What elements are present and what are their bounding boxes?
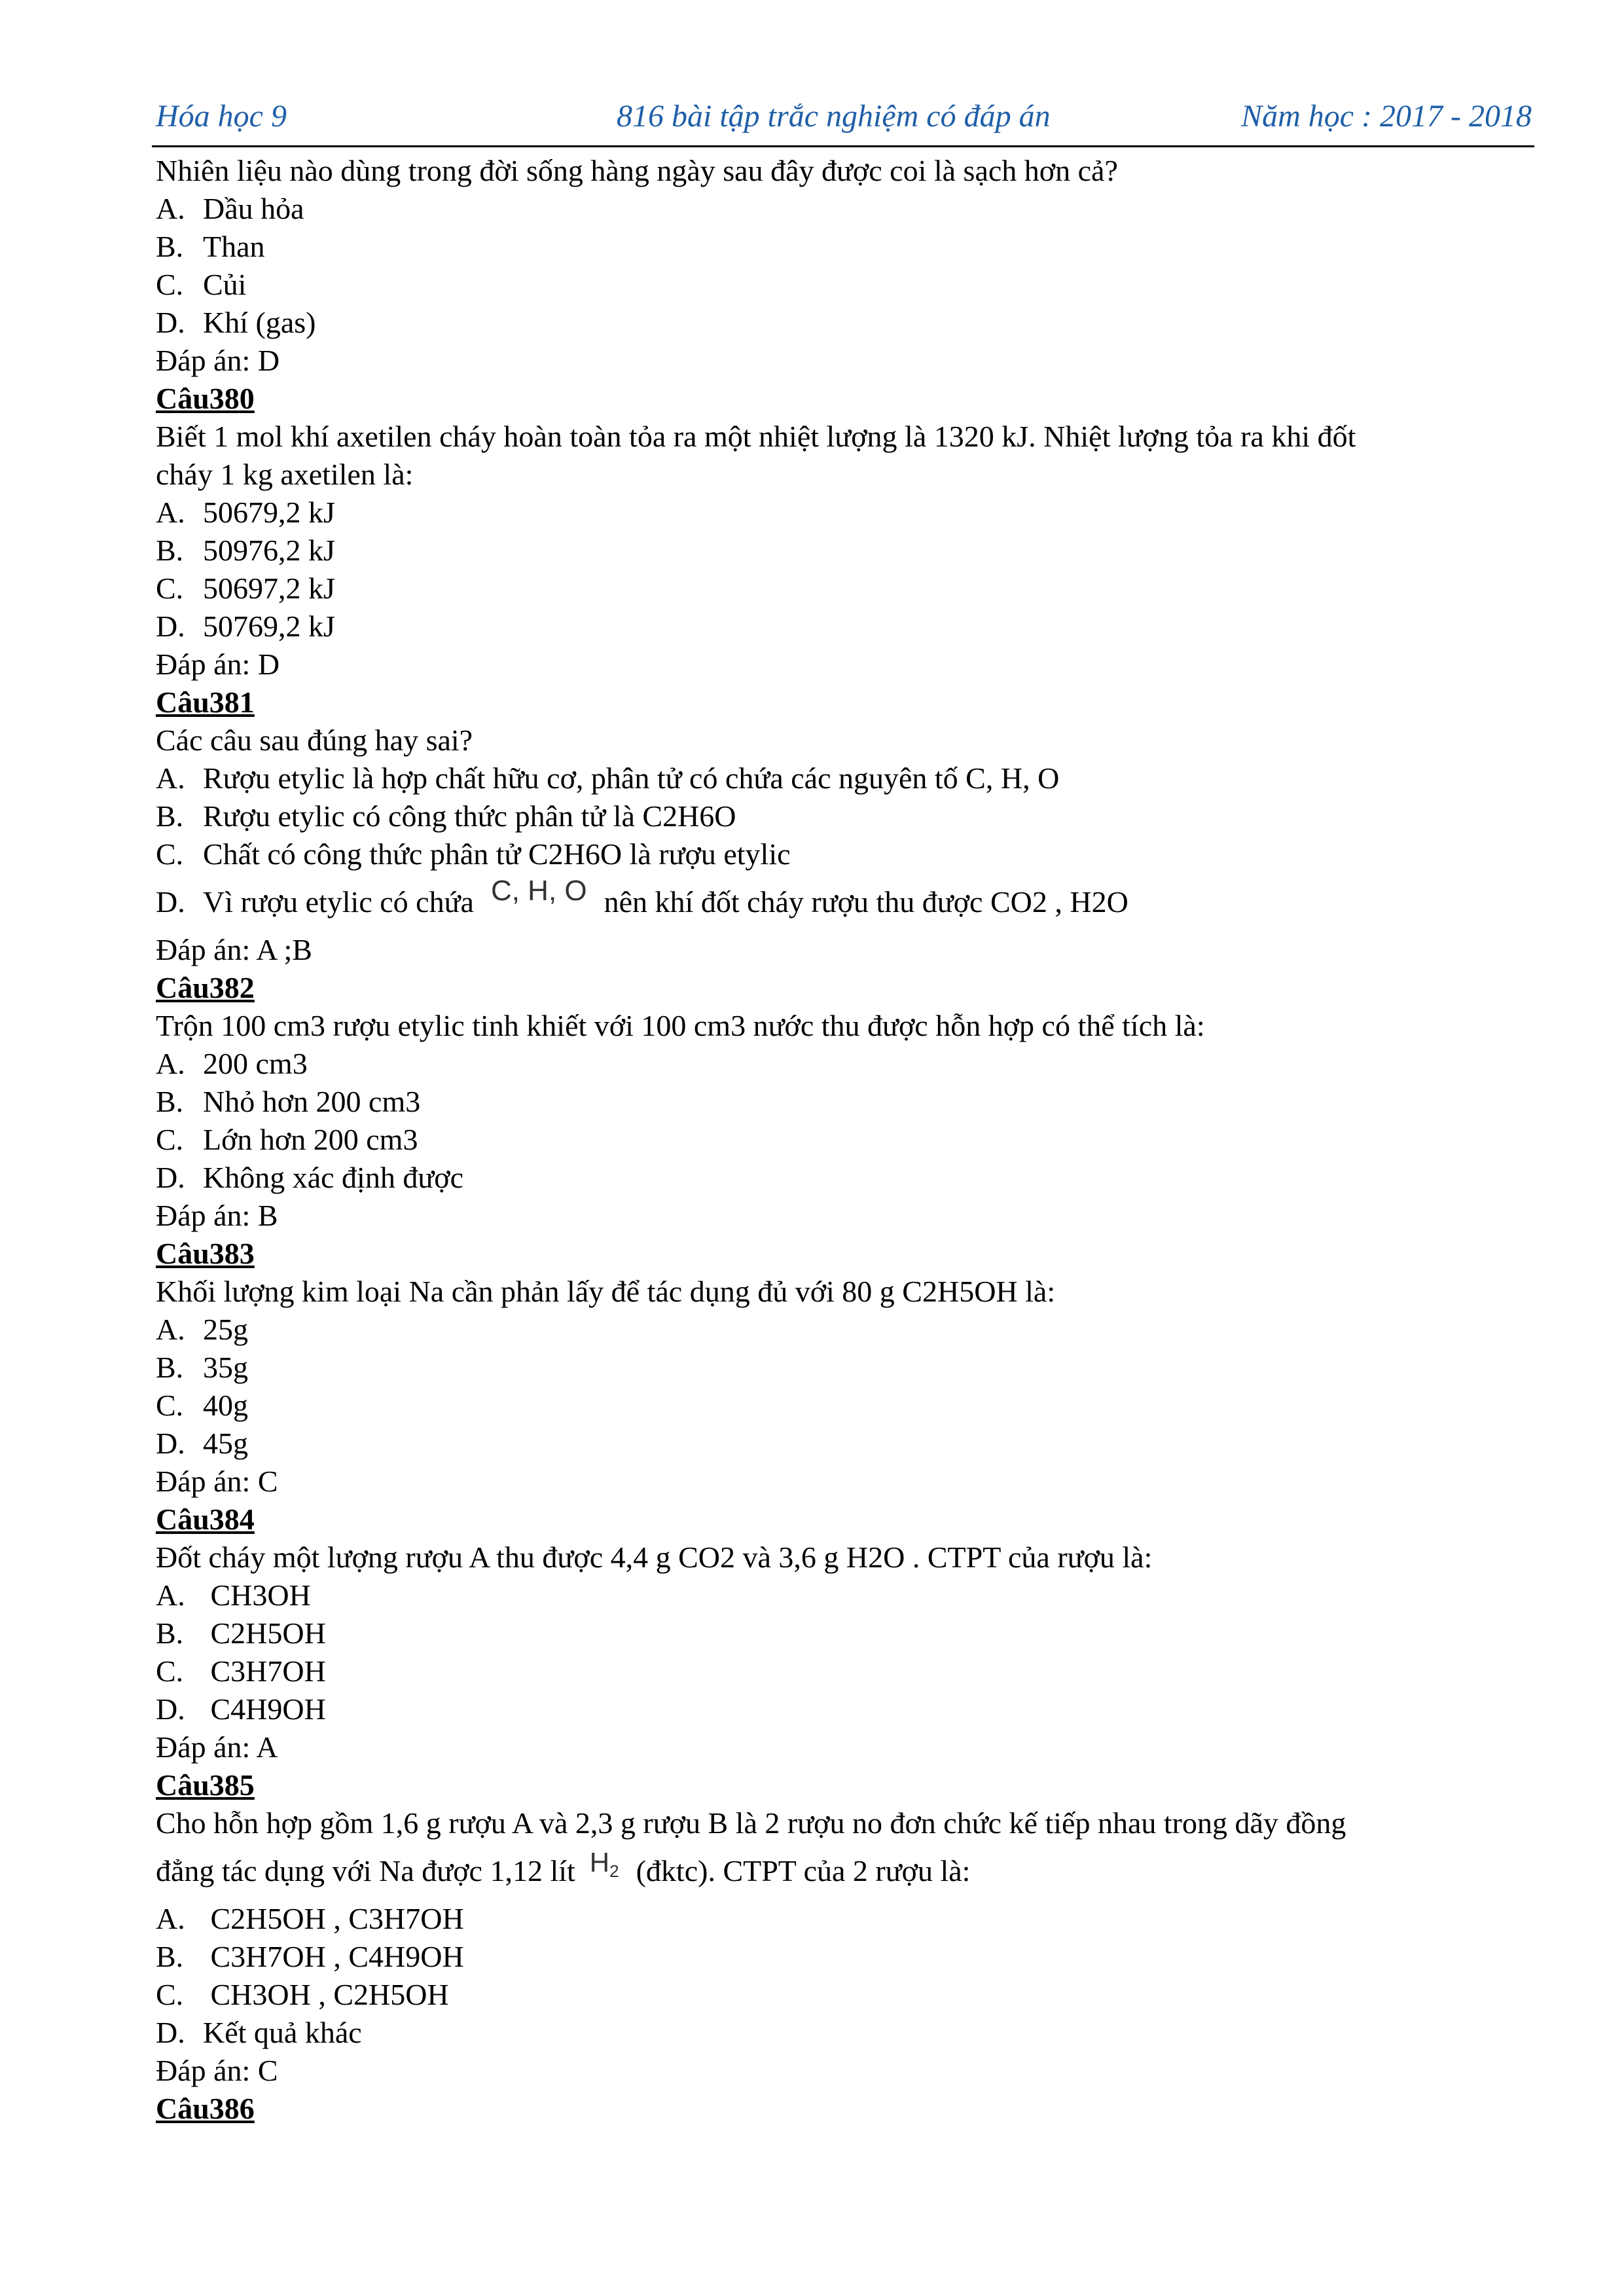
option-a: A. CH3OH [156,1578,311,1612]
answer: Đáp án: D [156,647,280,681]
option-d: D. 45g [156,1427,248,1460]
option-c: C. Củi [156,268,247,301]
header-book-title: 816 bài tập trắc nghiệm có đáp án [617,99,1051,134]
option-a: A. C2H5OH , C3H7OH [156,1902,464,1935]
answer: Đáp án: D [156,344,280,377]
option-b: B. 35g [156,1351,248,1384]
question-text: Trộn 100 cm3 rượu etylic tinh khiết với 100 cm3 nước thu được hỗn hợp có thể tích là: [156,1009,1205,1042]
option-d: D. 50769,2 kJ [156,610,335,643]
option-b: B. C3H7OH , C4H9OH [156,1940,464,1973]
answer: Đáp án: C [156,2054,278,2087]
answer: Đáp án: A ;B [156,933,312,966]
question-title-380: Câu380 [156,382,255,415]
option-a: A. 50679,2 kJ [156,496,335,529]
page-header [152,93,1534,147]
answer: Đáp án: C [156,1465,278,1498]
question-text: Cho hỗn hợp gồm 1,6 g rượu A và 2,3 g rượu B là 2 rượu no đơn chức kế tiếp nhau trong dãy đồng [156,1806,1346,1840]
option-b: B. C2H5OH [156,1616,326,1650]
question-title-381: Câu381 [156,685,255,719]
option-d: D. C4H9OH [156,1692,326,1726]
header-school-year: Năm học : 2017 - 2018 [1241,99,1532,134]
question-text: Nhiên liệu nào dùng trong đời sống hàng ngày sau đây được coi là sạch hơn cả? [156,154,1118,187]
option-c: C. C3H7OH [156,1654,326,1688]
option-d: D. Không xác định được [156,1161,464,1194]
question-title-382: Câu382 [156,971,255,1004]
formula-image-h2: $H_2$ [589,1847,619,1881]
formula-image-c-h-o: C, H, O [490,875,587,907]
option-c: C. CH3OH , C2H5OH [156,1978,449,2011]
option-a: A. 200 cm3 [156,1047,308,1080]
option-d: D. Kết quả khác [156,2016,362,2049]
answer: Đáp án: B [156,1199,278,1232]
option-c: C. Lớn hơn 200 cm3 [156,1123,418,1156]
option-b: B. Than [156,230,265,263]
question-title-386: Câu386 [156,2092,255,2125]
option-a: A. Rượu etylic là hợp chất hữu cơ, phân tử có chứa các nguyên tố C, H, O [156,761,1060,795]
header-subject: Hóa học 9 [156,99,287,134]
question-title-383: Câu383 [156,1237,255,1270]
question-text: Khối lượng kim loại Na cần phản lấy để tác dụng đủ với 80 g C2H5OH là: [156,1275,1056,1308]
option-c: C. 50697,2 kJ [156,572,335,605]
answer: Đáp án: A [156,1730,278,1764]
option-b: B. Nhỏ hơn 200 cm3 [156,1085,421,1118]
question-text-cont: đẳng tác dụng với Na được 1,12 lít $H_2$ (đktc). CTPT của 2 rượu là: [156,1847,971,1887]
question-text: Đốt cháy một lượng rượu A thu được 4,4 g CO2 và 3,6 g H2O . CTPT của rượu là: [156,1540,1153,1574]
question-title-384: Câu384 [156,1503,255,1536]
option-a: A. Dầu hỏa [156,192,304,225]
option-c: C. Chất có công thức phân tử C2H6O là rượu etylic [156,837,791,871]
option-d: D. Vì rượu etylic có chứa C, H, O nên khí đốt cháy rượu thu được CO2 , H2O [156,875,1128,919]
option-b: B. 50976,2 kJ [156,534,335,567]
option-d: D. Khí (gas) [156,306,316,339]
option-c: C. 40g [156,1389,248,1422]
option-a: A. 25g [156,1313,248,1346]
question-title-385: Câu385 [156,1768,255,1802]
question-text: Biết 1 mol khí axetilen cháy hoàn toàn tỏa ra một nhiệt lượng là 1320 kJ. Nhiệt lượng tỏa ra khi đốt [156,420,1356,453]
question-text-cont: cháy 1 kg axetilen là: [156,458,414,491]
document-body [156,152,1517,2128]
question-text: Các câu sau đúng hay sai? [156,723,473,757]
option-b: B. Rượu etylic có công thức phân tử là C2H6O [156,799,736,833]
